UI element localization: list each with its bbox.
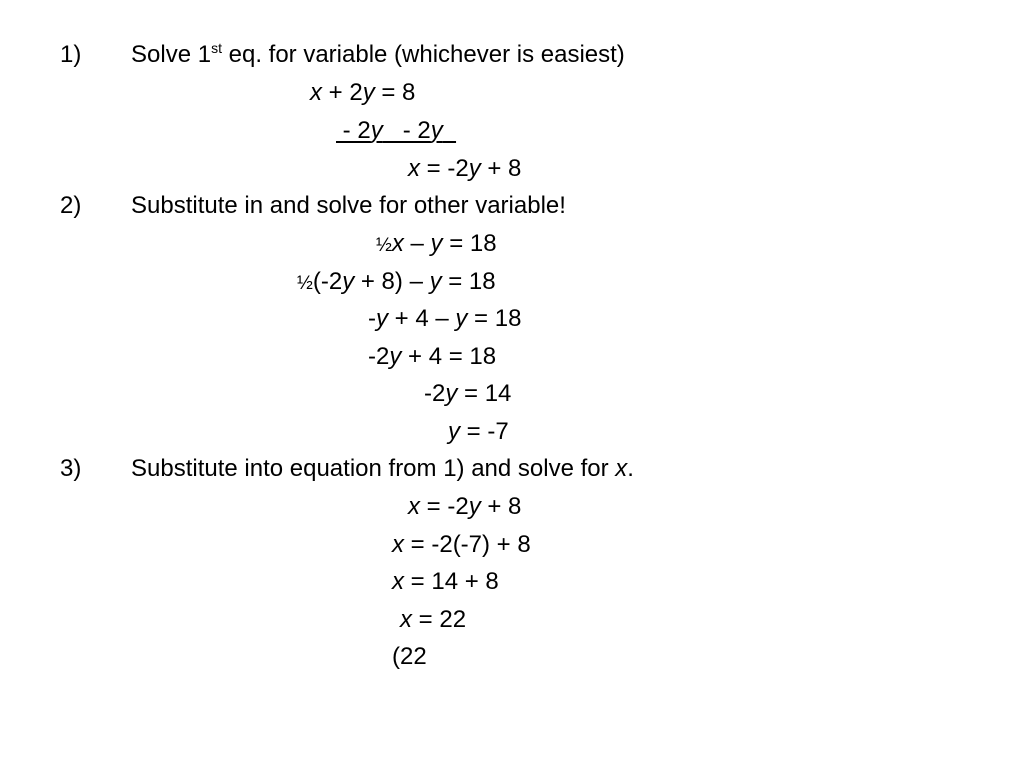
var-y: y: [430, 230, 443, 257]
eq-part: = 14 + 8: [404, 568, 499, 595]
var-x: x: [391, 230, 404, 257]
step-3-number: 3): [60, 455, 82, 482]
var-y: y: [389, 343, 402, 370]
eq-part: + 8: [480, 155, 522, 182]
equation-3-original: [408, 493, 521, 521]
var-y: y: [455, 305, 468, 332]
eq-part: –: [403, 230, 431, 257]
equation-2-combined: [368, 343, 496, 371]
eq-part: = 18: [467, 305, 522, 332]
eq-part: - 2: [336, 117, 371, 144]
eq-part: = -2: [420, 155, 469, 182]
var-x: x: [392, 568, 404, 595]
step-1-superscript: st: [211, 40, 222, 56]
var-x: x: [408, 155, 420, 182]
var-y: y: [370, 117, 383, 144]
eq-part: = -7: [460, 418, 509, 445]
equation-2-distributed: [368, 305, 521, 333]
eq-part: + 2: [322, 79, 363, 106]
var-y: y: [429, 268, 442, 295]
equation-3-substituted: [392, 531, 531, 559]
equation-2-substituted: [297, 268, 496, 298]
equation-2-isolated: [424, 380, 511, 408]
var-x: x: [615, 455, 628, 482]
equation-2-original: [376, 230, 497, 260]
var-y: y: [468, 493, 481, 520]
eq-part: = 18: [442, 230, 497, 257]
eq-part: = 14: [457, 380, 512, 407]
var-x: x: [400, 606, 412, 633]
eq-part: - 2: [382, 117, 431, 144]
step-2-instruction: Substitute in and solve for other variable!: [131, 192, 566, 219]
eq-part: = 8: [374, 79, 416, 106]
var-y: y: [445, 380, 458, 407]
var-y: y: [362, 79, 375, 106]
half-fraction: ½: [376, 235, 392, 256]
eq-part: -2: [424, 380, 446, 407]
step-2-number: 2): [60, 192, 82, 219]
eq-part: + 4 = 18: [401, 343, 497, 370]
equation-1-subtract-step: [336, 117, 456, 145]
equation-3-simplified: [392, 568, 499, 596]
step-3-instruction: [131, 455, 634, 483]
var-y: y: [468, 155, 481, 182]
var-x: x: [310, 79, 322, 106]
equation-3-solution: [400, 606, 466, 634]
equation-1-original: [310, 79, 415, 107]
var-y: y: [430, 117, 443, 144]
eq-part: -: [368, 305, 376, 332]
eq-part: = 18: [441, 268, 496, 295]
var-x: x: [392, 531, 404, 558]
var-y: y: [376, 305, 388, 332]
step-1-text-post: eq. for variable (whichever is easiest): [221, 41, 625, 68]
step-3-text: Substitute into equation from 1) and solve for: [131, 455, 616, 482]
equation-1-solved: [408, 155, 521, 183]
partial-ordered-pair: (22: [392, 643, 427, 670]
eq-part: = 22: [412, 606, 467, 633]
eq-part: + 4 –: [388, 305, 456, 332]
equation-2-solution: [448, 418, 509, 446]
var-y: y: [448, 418, 460, 445]
step-3-text-end: .: [627, 455, 634, 482]
step-1-number: 1): [60, 41, 82, 68]
half-fraction: ½: [297, 273, 313, 294]
eq-part: (-2: [312, 268, 343, 295]
eq-part: -2: [368, 343, 390, 370]
eq-part: + 8) –: [354, 268, 430, 295]
step-1-instruction: [131, 41, 625, 69]
step-1-text-pre: Solve 1: [131, 41, 212, 68]
var-x: x: [408, 493, 420, 520]
eq-part: + 8: [480, 493, 522, 520]
eq-part: = -2: [420, 493, 469, 520]
var-y: y: [342, 268, 355, 295]
eq-part: = -2(-7) + 8: [404, 531, 531, 558]
